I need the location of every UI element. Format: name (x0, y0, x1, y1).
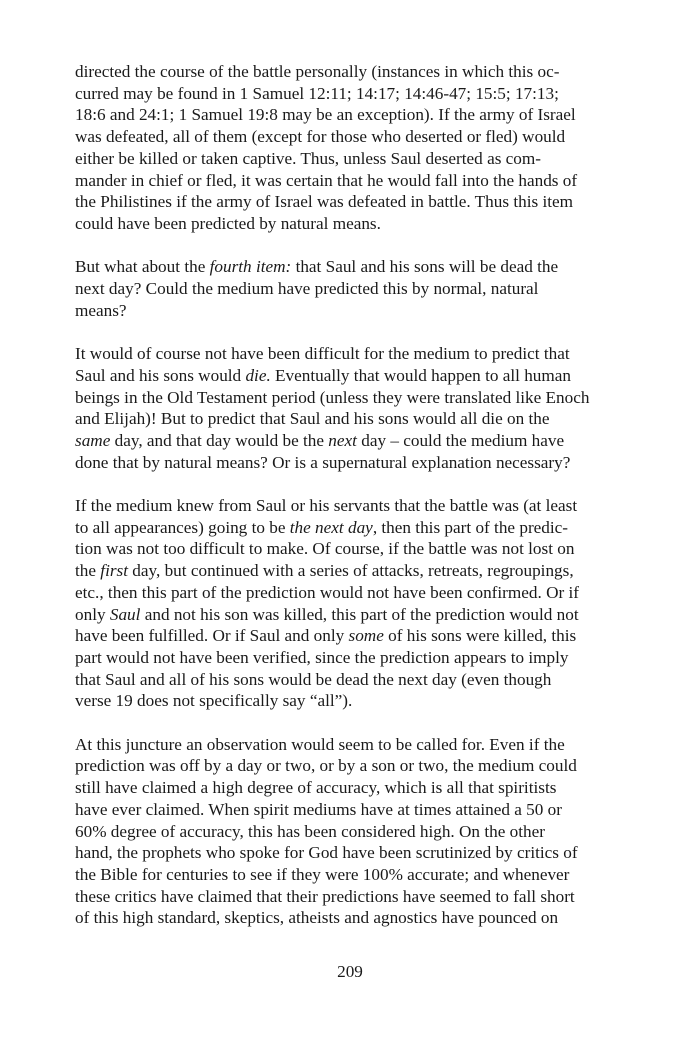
text-line: and Elijah)! But to predict that Saul and his sons would all die on the (75, 409, 550, 429)
text-line: hand, the prophets who spoke for God have been scrutinized by critics of (75, 843, 578, 863)
text-line: tion was not too difficult to make. Of course, if the battle was not lost on (75, 539, 575, 559)
text-line: But what about the fourth item: that Saul and his sons will be dead the (75, 257, 559, 277)
text-line: same day, and that day would be the next day – could the medium have (75, 430, 565, 450)
italic-text: Saul (109, 604, 141, 624)
italic-text: first (100, 561, 128, 581)
paragraph (75, 343, 635, 473)
paragraph-gap (75, 235, 635, 257)
text-line: could have been predicted by natural means. (75, 213, 381, 233)
text-line: part would not have been verified, since the prediction appears to imply (75, 647, 569, 667)
text-line: to all appearances) going to be the next day, then this part of the predic- (75, 517, 569, 537)
italic-text: die. (245, 365, 271, 385)
text-line: was defeated, all of them (except for those who deserted or fled) would (75, 127, 566, 147)
page-number: 209 (337, 962, 363, 981)
text-line: If the medium knew from Saul or his servants that the battle was (at least (75, 496, 578, 516)
text-line: directed the course of the battle personally (instances in which this oc- (75, 62, 560, 81)
text-line: the Bible for centuries to see if they were 100% accurate; and whenever (75, 864, 570, 884)
text-line: have been fulfilled. Or if Saul and only some of his sons were killed, this (75, 626, 577, 646)
text-line: that Saul and all of his sons would be dead the next day (even though (75, 669, 552, 689)
text-line: beings in the Old Testament period (unless they were translated like Enoch (75, 387, 590, 407)
italic-text: the next day (289, 517, 373, 537)
body-text (75, 61, 635, 929)
text-line: It would of course not have been difficult for the medium to predict that (75, 344, 570, 364)
text-line: verse 19 does not specifically say “all”). (75, 691, 353, 711)
italic-text: fourth item: (209, 257, 292, 277)
paragraph (75, 734, 635, 929)
text-line: 60% degree of accuracy, this has been considered high. On the other (75, 821, 545, 841)
text-line: next day? Could the medium have predicted this by normal, natural (75, 279, 539, 299)
paragraph (75, 495, 635, 712)
text-line: of this high standard, skeptics, atheists and agnostics have pounced on (75, 908, 559, 928)
text-line: curred may be found in 1 Samuel 12:11; 14:17; 14:46-47; 15:5; 17:13; (75, 83, 559, 103)
paragraph (75, 61, 635, 235)
italic-text: some (348, 626, 384, 646)
paragraph-gap (75, 473, 635, 495)
text-line: the first day, but continued with a series of attacks, retreats, regroupings, (75, 561, 574, 581)
text-line: mander in chief or fled, it was certain that he would fall into the hands of (75, 170, 578, 190)
paragraph-gap (75, 712, 635, 734)
text-line: prediction was off by a day or two, or by a son or two, the medium could (75, 756, 577, 776)
text-line: these critics have claimed that their predictions have seemed to fall short (75, 886, 575, 906)
text-line: Saul and his sons would die. Eventually that would happen to all human (75, 365, 571, 385)
text-line: 18:6 and 24:1; 1 Samuel 19:8 may be an exception). If the army of Israel (75, 105, 576, 125)
paragraph (75, 256, 635, 321)
text-line: still have claimed a high degree of accuracy, which is all that spiritists (75, 778, 557, 798)
paragraph-gap (75, 321, 635, 343)
italic-text: same (75, 430, 111, 450)
text-line: At this juncture an observation would seem to be called for. Even if the (75, 734, 565, 754)
italic-text: next (328, 430, 357, 450)
text-line: etc., then this part of the prediction would not have been confirmed. Or if (75, 582, 580, 602)
text-line: the Philistines if the army of Israel was defeated in battle. Thus this item (75, 192, 574, 212)
text-line: either be killed or taken captive. Thus, unless Saul deserted as com- (75, 148, 541, 168)
text-line: only Saul and not his son was killed, this part of the prediction would not (75, 604, 579, 624)
text-line: done that by natural means? Or is a supernatural explanation necessary? (75, 452, 571, 472)
text-line: have ever claimed. When spirit mediums have at times attained a 50 or (75, 799, 562, 819)
text-line: means? (75, 300, 127, 320)
